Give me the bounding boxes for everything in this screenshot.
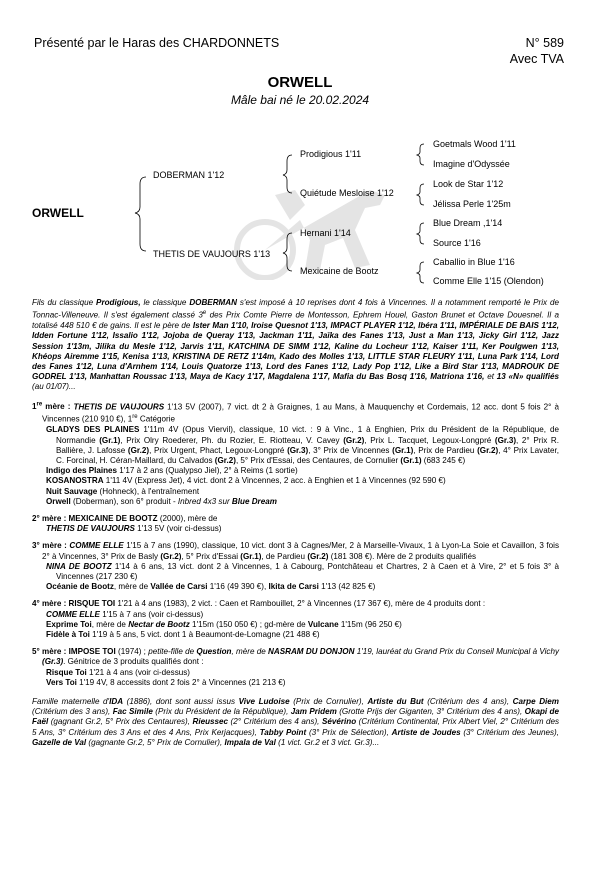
dam-4-section: 4° mère : RISQUE TOI 1'21 à 4 ans (1983), 2 vict. : Caen et Rambouillet, 2° à Vincennes (17 367 €), mère de 4 produits dont : COMME ELLE 1'15 à 7 ans (voir ci-dessus) Exprime Toi, mère de Nectar de Bootz 1'15m (150 050 €) ; gd-mère de Vulcane 1'15m (96 250 €) Fidèle à Toi 1'19 à 5 ans, 5 vict. dont 1 à Beaumont-de-Lomagne (21 488 €) (32, 599, 486, 639)
dam-2-section: 2° mère : MEXICAINE DE BOOTZ (2000), mère de THETIS DE VAUJOURS 1'13 5V (voir ci-dessus) (32, 513, 222, 534)
tva-label: Avec TVA (509, 52, 564, 66)
pedigree-ssd: Imagine d'Odyssée (433, 159, 510, 169)
horse-description: Mâle bai né le 20.02.2024 (230, 93, 370, 107)
pedigree-sss: Goetmals Wood 1'11 (433, 139, 516, 149)
dam-3-section: 3° mère : COMME ELLE 1'15 à 7 ans (1990), classique, 10 vict. dont 3 à Cagnes/Mer, 2 à Marseille-Vivaux, 1 à Lyon-La Soie et Cavaillon, 3 fois 2° à Vincennes, 3° Prix de Basly (Gr.2), 5° Prix d'Essai (Gr.1), de Pardieu (Gr.2) (181 308 €). Mère de 2 produits qualifiés NINA DE BOOTZ 1'14 à 6 ans, 13 vict. dont 2 à Vincennes, 1 à Cabourg, Pontchâteau et Chartres, 2 à Caen et à Vire, 2° et 5 fois 3° à Vincennes (217 230 €) Océanie de Bootz, mère de Vallée de Carsi 1'16 (49 390 €), Ikita de Carsi 1'13 (42 825 €) (32, 541, 559, 592)
pedigree-dss: Blue Dream ,1'14 (433, 218, 503, 228)
dam-5-section: 5° mère : IMPOSE TOI (1974) ; petite-fille de Question, mère de NASRAM DU DONJON 1'19, lauréat du Grand Prix du Conseil Municipal à Vichy (Gr.3). Génitrice de 3 produits qualifiés dont : Risque Toi 1'21 à 4 ans (voir ci-dessus) Vers Toi 1'19 4V, 8 accessits dont 2 fois 2° à Vincennes (21 213 €) (32, 647, 560, 687)
pedigree-sire-dam: Quiétude Mesloise 1'12 (300, 188, 394, 198)
pedigree-sdd: Jélissa Perle 1'25m (433, 199, 511, 209)
family-footnote: Famille maternelle d'IDA (1886), dont sont aussi issus Vive Ludoise (Prix de Cornulier), Artiste du But (Critérium des 4 ans), Carpe Diem (Critérium des 3 ans), Fac Simile (Prix du Président de la République), Jam Pridem (Grotte Prijs der Giganten, 3° Critérium des 4 ans), Okapi de Faël (gagnant Gr.2, 5° Prix des Centaures), Rieussec (2° Critérium des 4 ans), Sévérino (Critérium Continental, Prix Albert Viel, 2° Critérium des 5 Ans, 3° Critérium des 3 Ans et des 4 Ans, Prix Kerjacques), Tabby Point (3° Prix de Sélection), Artiste de Joudes (3° Critérium des Jeunes), Gazelle de Val (gagnante Gr.2, 5° Prix de Cornulier), Impala de Val (1 vict. Gr.2 et 3 vict. Gr.3)... (32, 696, 560, 747)
dam-1-section: 1re mère : THETIS DE VAUJOURS 1'13 5V (2007), 7 vict. dt 2 à Graignes, 1 au Mans, à Mauquenchy et Cordemais, 12 acc. dont 5 fois 2° à Vincennes (210 910 €), 1re Catégorie GLADYS DES PLAINES 1'11m 4V (Opus Viervil), classique, 10 vict. : 9 à Vinc., 1 à Enghien, Prix du Président de la République, de Normandie (Gr.1), Prix Olry Roederer, Ph. du Rozier, E. Riotteau, V. Cavey (Gr.2), Prix L. Tacquet, Legoux-Longpré (Gr.3), 2° Prix R. Ballière, J. Lafosse (Gr.2), Prix Urgent, Phact, Legoux-Longpré (Gr.3), 3° Prix de Vincennes (Gr.1), Prix de Pardieu (Gr.2), 4° Prix Lavater, C. Forcinal, H. Céran-Maillard, du Calvados (Gr.2), 5° Prix d'Essai, des Centaures, de Cornulier (Gr.1) (683 245 €) Indigo des Plaines 1'17 à 2 ans (Qualypso Jiel), 2° à Reims (1 sortie) KOSANOSTRA 1'11 4V (Express Jet), 4 vict. dont 2 à Vincennes, 2 acc. à Enghien et 1 à Vincennes (92 590 €) Nuit Sauvage (Hohneck), à l'entraînement Orwell (Doberman), son 6° produit - Inbred 4x3 sur Blue Dream (32, 401, 559, 506)
pedigree-sire: DOBERMAN 1'12 (153, 170, 225, 180)
pedigree-sds: Look de Star 1'12 (433, 179, 504, 189)
lot-number: N° 589 (525, 36, 564, 50)
sire-paragraph: Fils du classique Prodigious, le classique DOBERMAN s'est imposé à 10 reprises dont 4 fois à Vincennes. Il a notamment remporté le Prix de Tonnac-Villeneuve. Il s'est également classé 3e des Prix Comte Pierre de Montesson, Ephrem Houel, Gaston Brunet et Octave Douesnel. Il a totalisé 448 510 € de gains. Il est le père de Ister Man 1'10, Iroise Quesnot 1'13, IMPACT PLAYER 1'12, Ibéra 1'11, IMPÉRIALE DE BAIS 1'12, Idden Fortune 1'12, Issalio 1'12, Jojoba de Queray 1'13, Jackman 1'11, Jaïka des Fanes 1'13, Just a Man 1'13, Jicky Girl 1'12, Jazz Session 1'13m, Jilika du Mesle 1'12, Jarvis 1'11, KATCHINA DE SIMM 1'12, Kaline du Locheur 1'12, Kaiser 1'11, Ker Poulgwen 1'13, Khéops Airemme 1'15, Kenisa 1'13, KRISTINA DE RETZ 1'14m, Kado des Molles 1'13, LITTLE STAR FLEURY 1'11, Luna Park 1'14, Lord des Fanes 1'12, Luna d'Arnhem 1'14, Louis Quatorze 1'13, Lord des Fanes 1'12, Lady Pop 1'12, Like a Bird Star 1'13, MADROUK DE GODREL 1'13, Manhattan Roussac 1'13, Maya de Kacy 1'17, Magdalena 1'17, Mafia du Bas Bosq 1'16, Matriona 1'16, et 13 «N» qualifiés (au 01/07)... (32, 298, 559, 392)
pedigree-dsd: Source 1'16 (433, 238, 481, 248)
pedigree-brackets (0, 0, 600, 300)
pedigree-dam: THETIS DE VAUJOURS 1'13 (153, 249, 271, 259)
pedigree-dam-dam: Mexicaine de Bootz (300, 266, 379, 276)
pedigree-ddd: Comme Elle 1'15 (Olendon) (433, 276, 544, 286)
presenter-text: Présenté par le Haras des CHARDONNETS (34, 36, 280, 50)
horse-title: ORWELL (267, 74, 333, 91)
pedigree-dam-sire: Hernani 1'14 (300, 228, 351, 238)
pedigree-dds: Caballio in Blue 1'16 (433, 257, 515, 267)
pedigree-sire-sire: Prodigious 1'11 (300, 149, 362, 159)
pedigree-horse: ORWELL (32, 206, 84, 220)
catalogue-body (32, 298, 559, 748)
maternal-line (32, 400, 559, 688)
